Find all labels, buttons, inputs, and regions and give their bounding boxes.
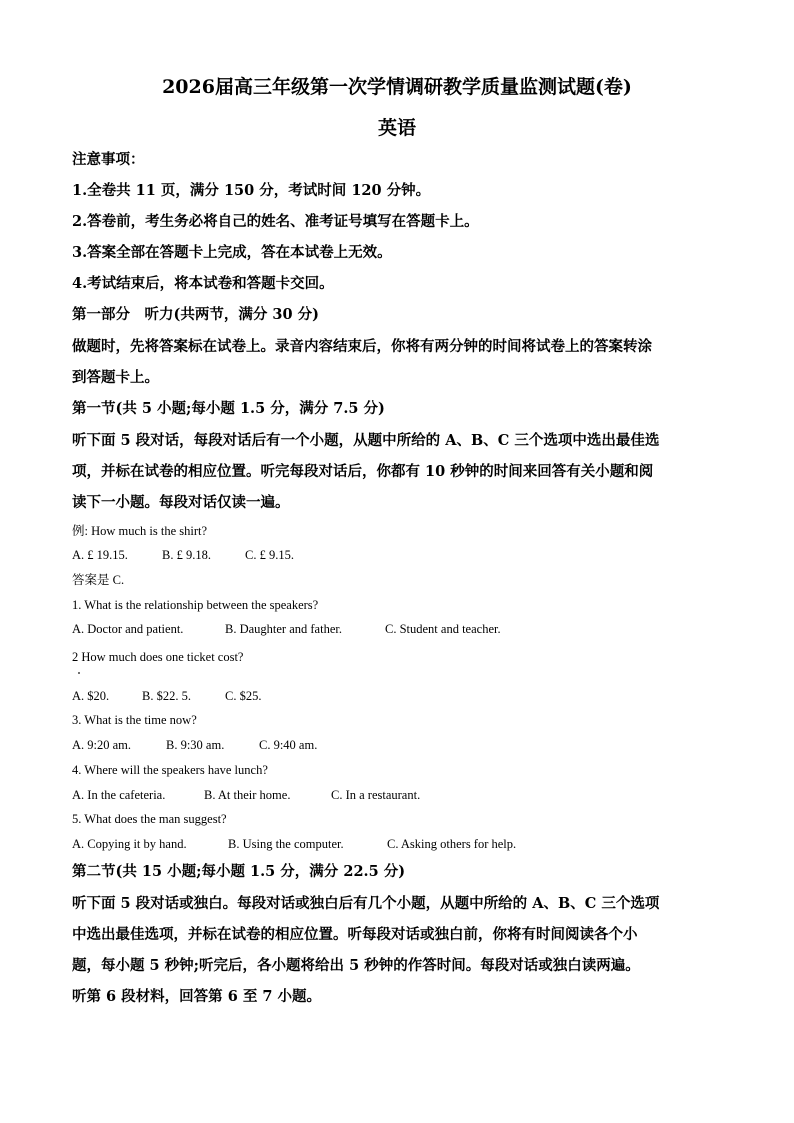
section1-heading: 第一节(共 5 小题;每小题 1.5 分，满分 7.5 分) <box>72 400 385 417</box>
section1-instruction: 项，并标在试卷的相应位置。听完每段对话后，你都有 10 秒钟的时间来回答有关小题和阅 <box>72 463 654 480</box>
question-2-option-b: B. $22. 5. <box>142 689 191 703</box>
question-1: 1. What is the relationship between the speakers? <box>72 598 319 612</box>
section2-instruction: 听下面 5 段对话或独白。每段对话或独白后有几个小题，从题中所给的 A、B、C 三个选项 <box>72 895 660 912</box>
question-2-option-c: C. $25. <box>225 689 262 703</box>
question-4-option-c: C. In a restaurant. <box>331 788 421 802</box>
section1-instruction: 听下面 5 段对话，每段对话后有一个小题，从题中所给的 A、B、C 三个选项中选出最佳选 <box>72 432 660 449</box>
question-4: 4. Where will the speakers have lunch? <box>72 763 268 777</box>
section1-instruction: 读下一小题。每段对话仅读一遍。 <box>72 494 290 511</box>
example-option-a: A. £ 19.15. <box>72 548 128 562</box>
part1-instruction: 做题时，先将答案标在试卷上。录音内容结束后，你将有两分钟的时间将试卷上的答案转涂 <box>72 338 652 355</box>
question-1-option-b: B. Daughter and father. <box>225 622 342 636</box>
question-2: 2 How much does one ticket cost? <box>72 650 244 664</box>
example-option-c: C. £ 9.15. <box>245 548 294 562</box>
notice-item: 3.答案全部在答题卡上完成，答在本试卷上无效。 <box>72 244 392 261</box>
question-5-option-c: C. Asking others for help. <box>387 837 517 851</box>
question-4-option-b: B. At their home. <box>204 788 291 802</box>
section2-material: 听第 6 段材料，回答第 6 至 7 小题。 <box>72 988 322 1005</box>
part1-heading: 第一部分 听力(共两节，满分 30 分) <box>72 306 319 323</box>
notice-heading: 注意事项： <box>72 151 145 168</box>
example-answer: 答案是 C. <box>72 573 125 587</box>
question-3-option-b: B. 9:30 am. <box>166 738 225 752</box>
question-1-option-c: C. Student and teacher. <box>385 622 501 636</box>
section2-heading: 第二节(共 15 小题;每小题 1.5 分，满分 22.5 分) <box>72 863 406 880</box>
part1-instruction: 到答题卡上。 <box>72 369 159 386</box>
section2-instruction: 题，每小题 5 秒钟;听完后，各小题将给出 5 秒钟的作答时间。每段对话或独白读两遍。 <box>72 957 640 974</box>
section2-instruction: 中选出最佳选项，并标在试卷的相应位置。听每段对话或独白前，你将有时间阅读各个小 <box>72 926 638 943</box>
stray-dot <box>78 672 80 674</box>
example-option-b: B. £ 9.18. <box>162 548 211 562</box>
question-3: 3. What is the time now? <box>72 713 197 727</box>
question-3-option-c: C. 9:40 am. <box>259 738 318 752</box>
question-2-option-a: A. $20. <box>72 689 110 703</box>
example-question: 例: How much is the shirt? <box>72 524 208 538</box>
question-1-option-a: A. Doctor and patient. <box>72 622 184 636</box>
question-4-option-a: A. In the cafeteria. <box>72 788 166 802</box>
exam-title: 2026届高三年级第一次学情调研教学质量监测试题(卷) <box>162 76 632 98</box>
notice-item: 1.全卷共 11 页，满分 150 分，考试时间 120 分钟。 <box>72 182 431 199</box>
notice-item: 2.答卷前，考生务必将自己的姓名、准考证号填写在答题卡上。 <box>72 213 479 230</box>
question-5-option-b: B. Using the computer. <box>228 837 344 851</box>
question-5: 5. What does the man suggest? <box>72 812 227 826</box>
question-5-option-a: A. Copying it by hand. <box>72 837 187 851</box>
subject-title: 英语 <box>377 117 416 139</box>
question-3-option-a: A. 9:20 am. <box>72 738 132 752</box>
notice-item: 4.考试结束后，将本试卷和答题卡交回。 <box>72 275 334 292</box>
